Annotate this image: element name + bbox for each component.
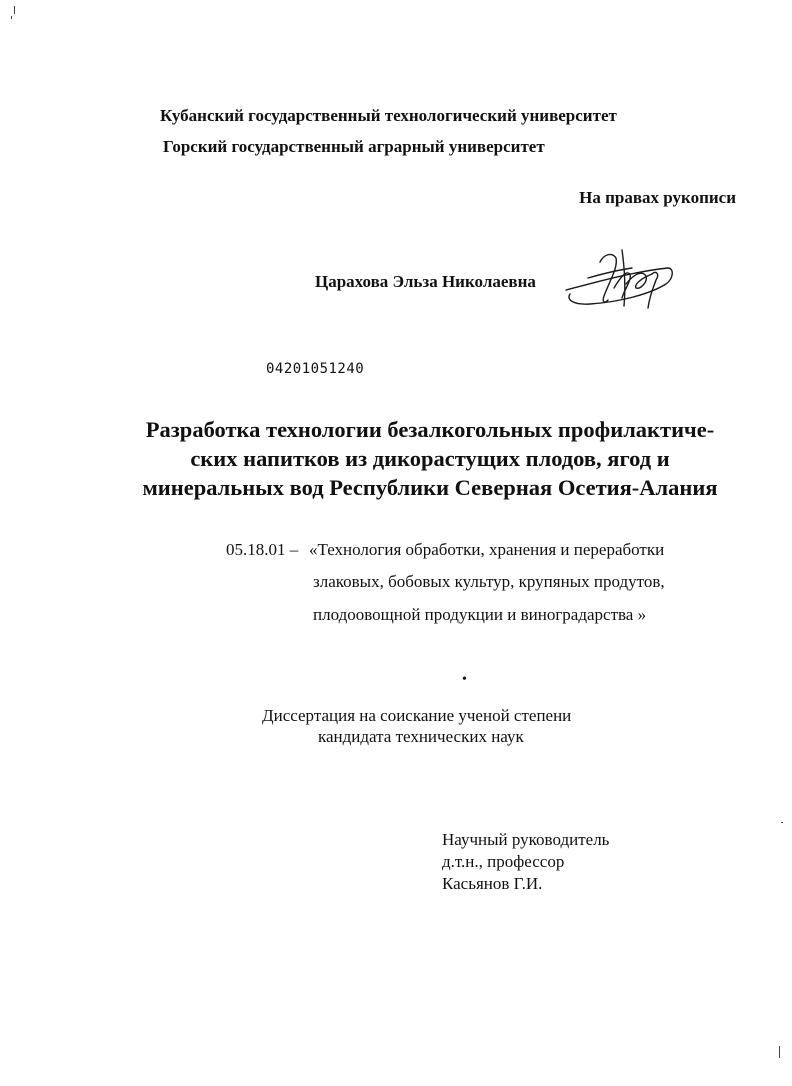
supervisor-name: Касьянов Г.И. [442,874,543,893]
specialty-line-1: «Технология обработки, хранения и переработки [309,540,665,559]
dissertation-degree-line-1: Диссертация на соискание ученой степени [262,706,572,725]
specialty-line-3: плодоовощной продукции и виноградарства » [313,605,647,624]
scan-artifact-right-edge [781,822,783,823]
university-name-gorsky: Горский государственный аграрный университет [163,137,545,156]
dissertation-degree-line-2: кандидата технических наук [318,727,524,746]
manuscript-rights-note: На правах рукописи [579,188,736,207]
supervisor-degree: д.т.н., профессор [442,852,565,871]
registration-number: 04201051240 [266,361,365,377]
university-name-kubansky: Кубанский государственный технологический университет [160,106,617,125]
title-line-3: минеральных вод Республики Северная Осетия-Алания [142,475,718,500]
author-signature [560,244,678,316]
scan-artifact-right-edge-2 [779,1046,780,1058]
scan-artifact-top-left-2 [11,16,12,19]
dissertation-title [110,415,750,502]
supervisor-role: Научный руководитель [442,830,610,849]
author-name: Царахова Эльза Николаевна [315,272,536,291]
stray-dot: • [462,672,467,687]
specialty-code: 05.18.01 – [226,540,299,559]
specialty-line-2: злаковых, бобовых культур, крупяных продутов, [313,572,665,591]
title-line-2: ских напитков из дикорастущих плодов, ягод и [190,446,670,471]
title-line-1: Разработка технологии безалкогольных профилактиче- [145,417,715,442]
scan-artifact-top-left [14,6,15,14]
